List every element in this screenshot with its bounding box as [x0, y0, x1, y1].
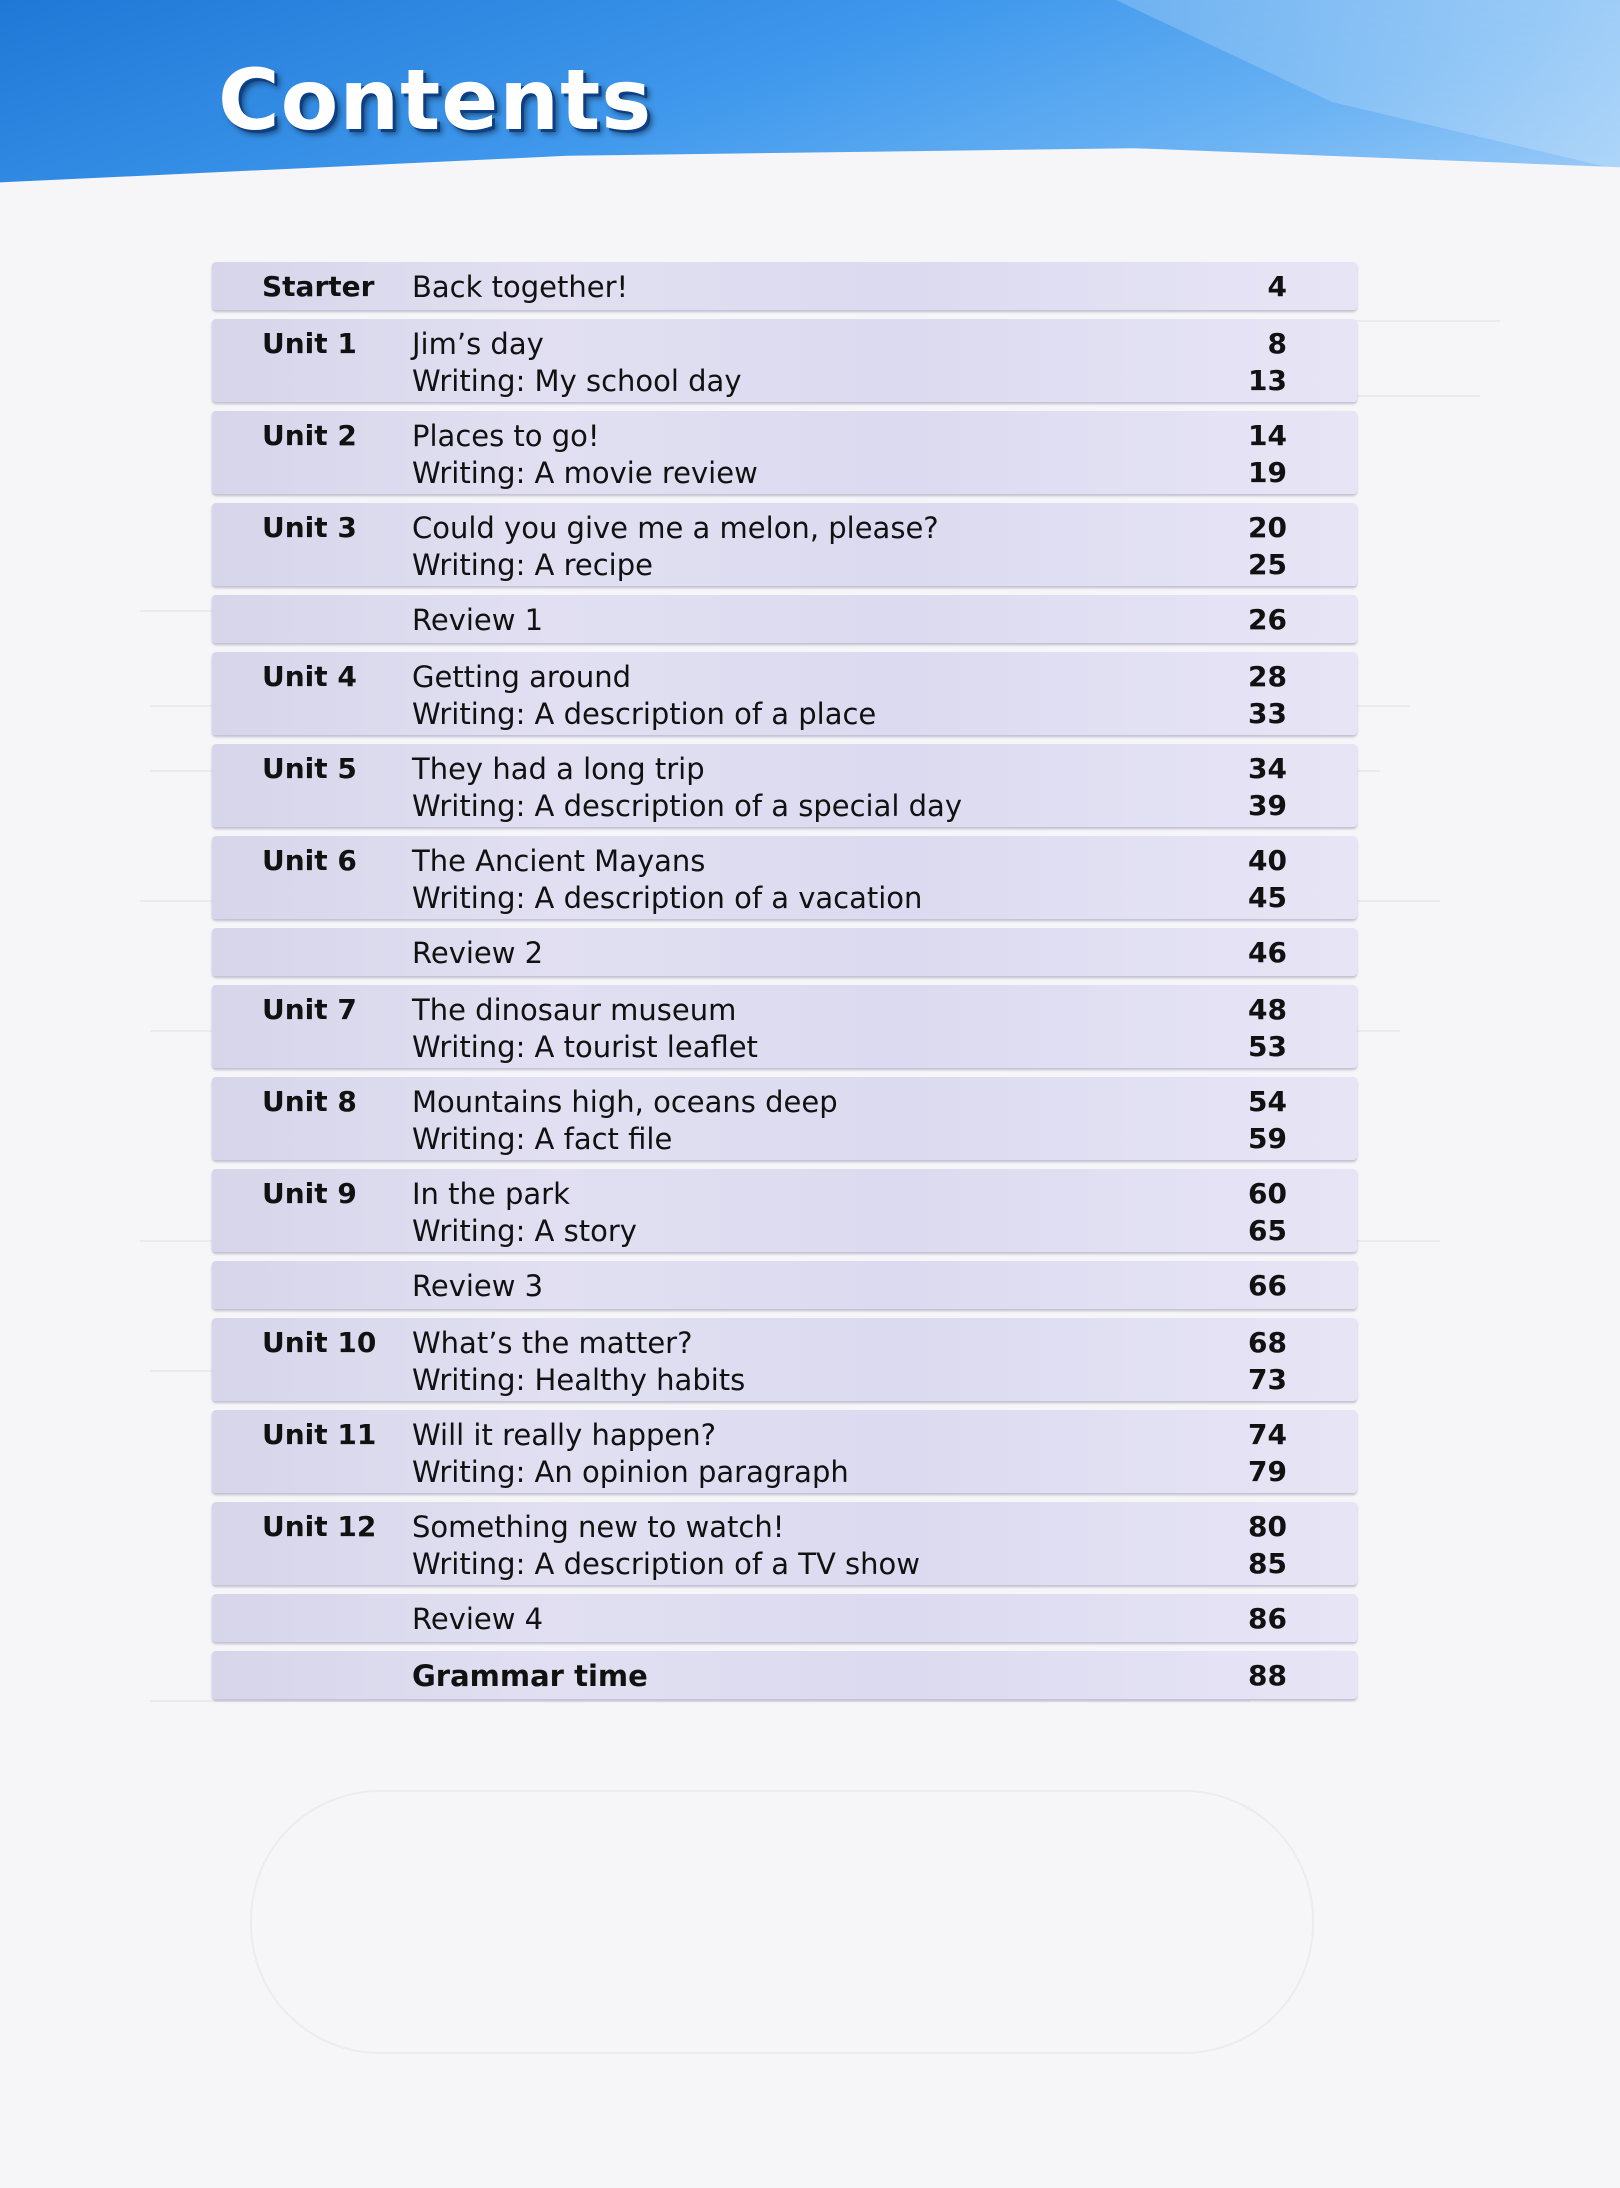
toc-title: Review 4 — [412, 1602, 544, 1636]
toc-label: Unit 4 — [262, 660, 357, 693]
toc-writing-page-number: 73 — [1248, 1363, 1287, 1396]
toc-title: The dinosaur museum — [412, 993, 737, 1027]
toc-row-review-4[interactable] — [212, 1594, 1357, 1642]
toc-page-number: 26 — [1248, 603, 1287, 636]
table-of-contents — [212, 262, 1362, 1708]
toc-page-number: 74 — [1248, 1418, 1287, 1451]
toc-writing-page-number: 53 — [1248, 1030, 1287, 1063]
toc-row-review-2[interactable] — [212, 928, 1357, 976]
toc-writing-title: Writing: A description of a TV show — [412, 1547, 920, 1581]
toc-row-unit-6[interactable] — [212, 836, 1357, 919]
toc-writing-title: Writing: A fact file — [412, 1122, 673, 1156]
toc-title: What’s the matter? — [412, 1326, 693, 1360]
toc-label: Starter — [262, 270, 375, 303]
toc-title: Review 3 — [412, 1269, 544, 1303]
toc-writing-title: Writing: A movie review — [412, 456, 758, 490]
toc-writing-page-number: 85 — [1248, 1547, 1287, 1580]
toc-page-number: 86 — [1248, 1602, 1287, 1635]
toc-row-review-1[interactable] — [212, 595, 1357, 643]
toc-label: Unit 7 — [262, 993, 357, 1026]
toc-writing-page-number: 59 — [1248, 1122, 1287, 1155]
toc-page-number: 68 — [1248, 1326, 1287, 1359]
page-title: Contents — [218, 51, 653, 149]
toc-label: Unit 8 — [262, 1085, 357, 1118]
toc-title: Jim’s day — [412, 327, 544, 361]
toc-writing-page-number: 33 — [1248, 697, 1287, 730]
toc-page-number: 66 — [1248, 1269, 1287, 1302]
toc-page-number: 20 — [1248, 511, 1287, 544]
toc-label: Unit 5 — [262, 752, 357, 785]
toc-title: Mountains high, oceans deep — [412, 1085, 838, 1119]
toc-writing-title: Writing: A recipe — [412, 548, 653, 582]
toc-row-review-3[interactable] — [212, 1261, 1357, 1309]
toc-title: Something new to watch! — [412, 1510, 785, 1544]
toc-row-starter[interactable] — [212, 262, 1357, 310]
toc-page-number: 40 — [1248, 844, 1287, 877]
toc-label: Unit 10 — [262, 1326, 377, 1359]
toc-page-number: 34 — [1248, 752, 1287, 785]
toc-row-unit-12[interactable] — [212, 1502, 1357, 1585]
toc-title: They had a long trip — [412, 752, 705, 786]
toc-writing-page-number: 79 — [1248, 1455, 1287, 1488]
toc-row-unit-2[interactable] — [212, 411, 1357, 494]
toc-title: Review 1 — [412, 603, 544, 637]
toc-label: Unit 2 — [262, 419, 357, 452]
toc-writing-title: Writing: A story — [412, 1214, 637, 1248]
toc-writing-title: Writing: A tourist leaflet — [412, 1030, 758, 1064]
toc-writing-page-number: 45 — [1248, 881, 1287, 914]
toc-writing-page-number: 65 — [1248, 1214, 1287, 1247]
toc-title: The Ancient Mayans — [412, 844, 706, 878]
toc-row-unit-8[interactable] — [212, 1077, 1357, 1160]
toc-title: Grammar time — [412, 1659, 648, 1693]
toc-page-number: 88 — [1248, 1659, 1287, 1692]
toc-page-number: 46 — [1248, 936, 1287, 969]
toc-row-unit-10[interactable] — [212, 1318, 1357, 1401]
toc-title: Back together! — [412, 270, 629, 304]
toc-title: Getting around — [412, 660, 632, 694]
toc-writing-page-number: 25 — [1248, 548, 1287, 581]
toc-page-number: 54 — [1248, 1085, 1287, 1118]
toc-writing-title: Writing: A description of a place — [412, 697, 877, 731]
toc-label: Unit 11 — [262, 1418, 377, 1451]
toc-row-unit-11[interactable] — [212, 1410, 1357, 1493]
toc-writing-page-number: 19 — [1248, 456, 1287, 489]
toc-writing-page-number: 39 — [1248, 789, 1287, 822]
toc-page-number: 60 — [1248, 1177, 1287, 1210]
toc-writing-title: Writing: My school day — [412, 364, 742, 398]
toc-row-unit-4[interactable] — [212, 652, 1357, 735]
toc-writing-title: Writing: A description of a vacation — [412, 881, 923, 915]
toc-title: Places to go! — [412, 419, 600, 453]
toc-page-number: 80 — [1248, 1510, 1287, 1543]
toc-writing-page-number: 13 — [1248, 364, 1287, 397]
toc-writing-title: Writing: A description of a special day — [412, 789, 962, 823]
toc-page-number: 8 — [1267, 327, 1287, 360]
toc-title: Could you give me a melon, please? — [412, 511, 939, 545]
toc-row-unit-7[interactable] — [212, 985, 1357, 1068]
toc-title: In the park — [412, 1177, 570, 1211]
toc-page-number: 28 — [1248, 660, 1287, 693]
toc-label: Unit 9 — [262, 1177, 357, 1210]
toc-writing-title: Writing: An opinion paragraph — [412, 1455, 849, 1489]
toc-label: Unit 12 — [262, 1510, 377, 1543]
toc-label: Unit 1 — [262, 327, 357, 360]
toc-writing-title: Writing: Healthy habits — [412, 1363, 746, 1397]
toc-page-number: 4 — [1267, 270, 1287, 303]
toc-row-unit-3[interactable] — [212, 503, 1357, 586]
toc-label: Unit 6 — [262, 844, 357, 877]
toc-page-number: 14 — [1248, 419, 1287, 452]
toc-row-grammar-time[interactable] — [212, 1651, 1357, 1699]
toc-row-unit-5[interactable] — [212, 744, 1357, 827]
toc-title: Will it really happen? — [412, 1418, 717, 1452]
toc-row-unit-9[interactable] — [212, 1169, 1357, 1252]
toc-page-number: 48 — [1248, 993, 1287, 1026]
toc-title: Review 2 — [412, 936, 544, 970]
toc-label: Unit 3 — [262, 511, 357, 544]
toc-row-unit-1[interactable] — [212, 319, 1357, 402]
